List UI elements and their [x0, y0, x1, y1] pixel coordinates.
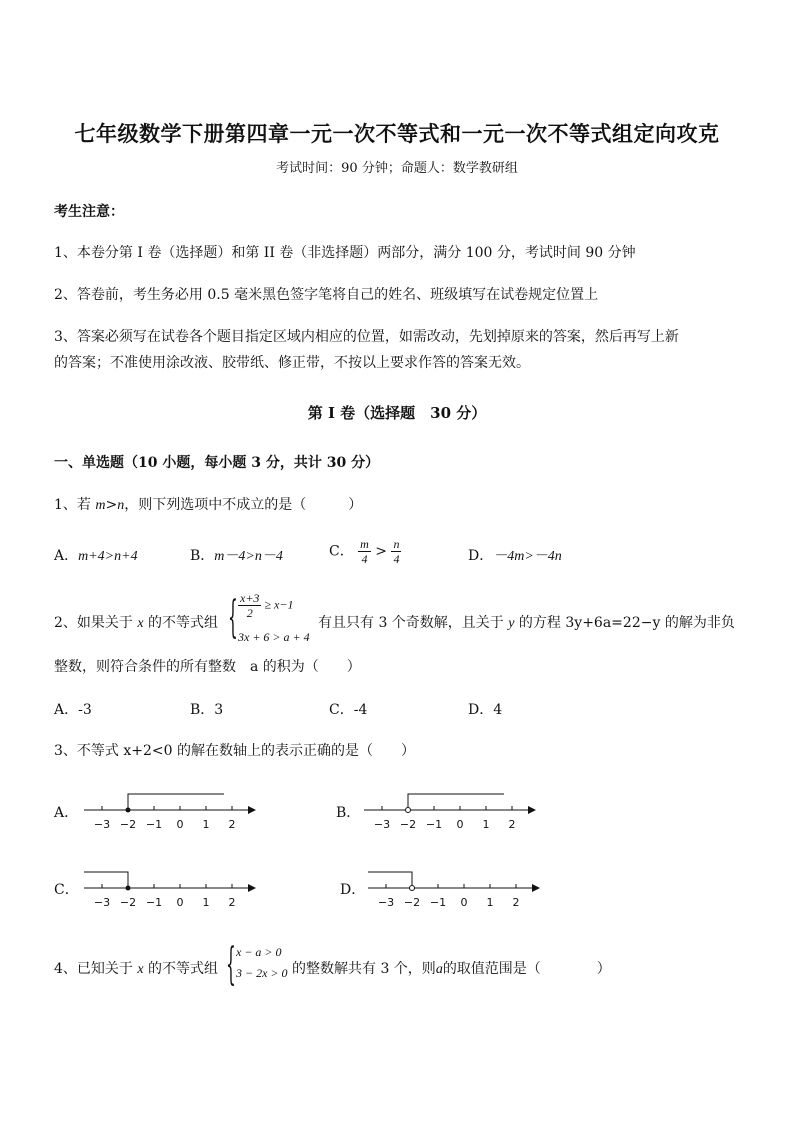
- tick-label: −1: [145, 896, 163, 909]
- notice-item-1: 1、本卷分第 I 卷（选择题）和第 II 卷（非选择题）两部分，满分 100 分，考试时间 90 分钟: [54, 245, 636, 261]
- hollow-point: [410, 886, 415, 891]
- hollow-point: [406, 808, 411, 813]
- page-title: 七年级数学下册第四章一元一次不等式和一元一次不等式组定向攻克: [74, 121, 720, 146]
- q2-option-d[interactable]: D．4: [468, 702, 503, 718]
- solution-ray: [84, 872, 128, 888]
- tick-label: −2: [399, 818, 417, 831]
- q3-option-d-label[interactable]: D．: [340, 882, 366, 898]
- tick-label: −1: [429, 896, 447, 909]
- q1-option-c[interactable]: C． $\frac{m}{4}$ > $\frac{n}{4}$: [329, 537, 400, 566]
- notice-item-3-cont: 的答案；不准使用涂改液、胶带纸、修正带，不按以上要求作答的答案无效。: [54, 355, 530, 371]
- tick-label: 1: [486, 896, 494, 909]
- q4-inequality-2: 3 − 2x > 0: [236, 966, 288, 980]
- tick-label: 2: [228, 896, 236, 909]
- tick-label: 0: [176, 818, 184, 831]
- q1-option-a[interactable]: A．m+4>n+4: [54, 548, 138, 564]
- question-4-suffix: 的整数解共有 3 个，则a的取值范围是（ ）: [292, 961, 611, 977]
- question-4-prefix: 4、已知关于 x 的不等式组: [54, 961, 219, 977]
- solid-point: [126, 886, 131, 891]
- tick-label: −1: [425, 818, 443, 831]
- tick-label: 2: [508, 818, 516, 831]
- q2-inequality-1: $\frac{x+3}{2}$ ≥ x−1: [240, 591, 294, 620]
- axis-arrow: [248, 884, 256, 892]
- exam-subtitle: 考试时间：90 分钟；命题人：数学教研组: [276, 161, 518, 176]
- question-2-line2: 整数，则符合条件的所有整数 a 的积为（ ）: [54, 659, 361, 675]
- solid-point: [126, 808, 131, 813]
- tick-label: 0: [176, 896, 184, 909]
- q2-option-a[interactable]: A．-3: [54, 702, 92, 718]
- q3-numberline-d[interactable]: [364, 866, 544, 914]
- tick-label: −3: [373, 818, 391, 831]
- question-2-condition: 有且只有 3 个奇数解，且关于 y 的方程 3y+6a=22−y 的解为非负: [318, 615, 735, 631]
- q3-option-b-label[interactable]: B．: [336, 805, 361, 821]
- tick-label: −2: [119, 896, 137, 909]
- q2-brace: {: [228, 592, 238, 643]
- q3-option-a-label[interactable]: A．: [54, 805, 79, 821]
- tick-label: 0: [456, 818, 464, 831]
- tick-label: 2: [228, 818, 236, 831]
- tick-label: −3: [377, 896, 395, 909]
- q3-numberline-b[interactable]: [360, 788, 540, 836]
- solution-ray: [408, 794, 504, 807]
- tick-label: 1: [202, 818, 210, 831]
- question-1: 1、若 m>n，则下列选项中不成立的是（ ）: [54, 497, 363, 513]
- q1-option-d[interactable]: D．－4m>－4n: [468, 548, 562, 564]
- tick-label: −3: [93, 896, 111, 909]
- section-title: 第 I 卷（选择题 30 分）: [307, 404, 487, 422]
- q2-option-b[interactable]: B．3: [190, 702, 224, 718]
- tick-label: 2: [512, 896, 520, 909]
- tick-label: −3: [93, 818, 111, 831]
- tick-label: 1: [482, 818, 490, 831]
- axis-arrow: [248, 806, 256, 814]
- tick-label: −2: [403, 896, 421, 909]
- notice-item-2: 2、答卷前，考生务必用 0.5 毫米黑色签字笔将自己的姓名、班级填写在试卷规定位置上: [54, 287, 599, 303]
- q4-inequality-1: x − a > 0: [236, 945, 282, 959]
- q3-option-c-label[interactable]: C．: [54, 882, 79, 898]
- q1-option-b[interactable]: B．m－4>n－4: [190, 548, 283, 564]
- axis-arrow: [528, 806, 536, 814]
- solution-ray: [368, 872, 412, 885]
- tick-label: −2: [119, 818, 137, 831]
- axis-arrow: [532, 884, 540, 892]
- notice-item-3: 3、答案必须写在试卷各个题目指定区域内相应的位置，如需改动，先划掉原来的答案，然后再写上新: [54, 329, 679, 345]
- q2-inequality-2: 3x + 6 > a + 4: [238, 630, 310, 644]
- tick-label: 1: [202, 896, 210, 909]
- question-2-prefix: 2、如果关于 x 的不等式组: [54, 615, 219, 631]
- solution-ray: [128, 794, 224, 810]
- question-3: 3、不等式 x+2<0 的解在数轴上的表示正确的是（ ）: [54, 743, 415, 759]
- q3-numberline-c[interactable]: [80, 866, 260, 914]
- tick-label: −1: [145, 818, 163, 831]
- q2-option-c[interactable]: C．-4: [329, 702, 368, 718]
- q4-brace: {: [226, 939, 236, 990]
- part-heading: 一、单选题（10 小题，每小题 3 分，共计 30 分）: [54, 455, 380, 471]
- tick-label: 0: [460, 896, 468, 909]
- q3-numberline-a[interactable]: [80, 788, 260, 836]
- notice-heading: 考生注意：: [54, 204, 124, 220]
